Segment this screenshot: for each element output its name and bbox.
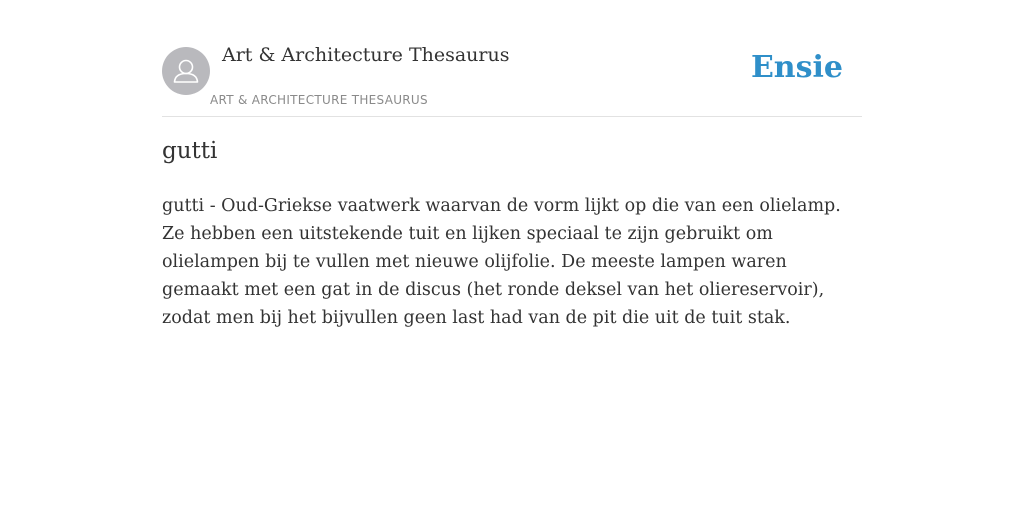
brand-logo[interactable]: Ensie: [750, 50, 843, 85]
source-header: [162, 0, 862, 117]
entry-definition: gutti - Oud-Griekse vaatwerk waarvan de vorm lijkt op die van een olielamp. Ze hebben een uitstekende tuit en lijken speciaal te zijn gebruikt om olielampen bij te vullen met nieuwe olijfolie. De meeste lampen waren gemaakt met een gat in de discus (het ronde deksel van het oliereservoir), zodat men bij het bijvullen geen last had van de pit die uit de tuit stak.: [162, 196, 841, 328]
user-avatar-icon[interactable]: [162, 47, 210, 95]
entry-term: gutti: [162, 138, 218, 164]
source-title[interactable]: Art & Architecture Thesaurus: [222, 44, 510, 66]
source-subtitle: ART & ARCHITECTURE THESAURUS: [210, 93, 428, 107]
